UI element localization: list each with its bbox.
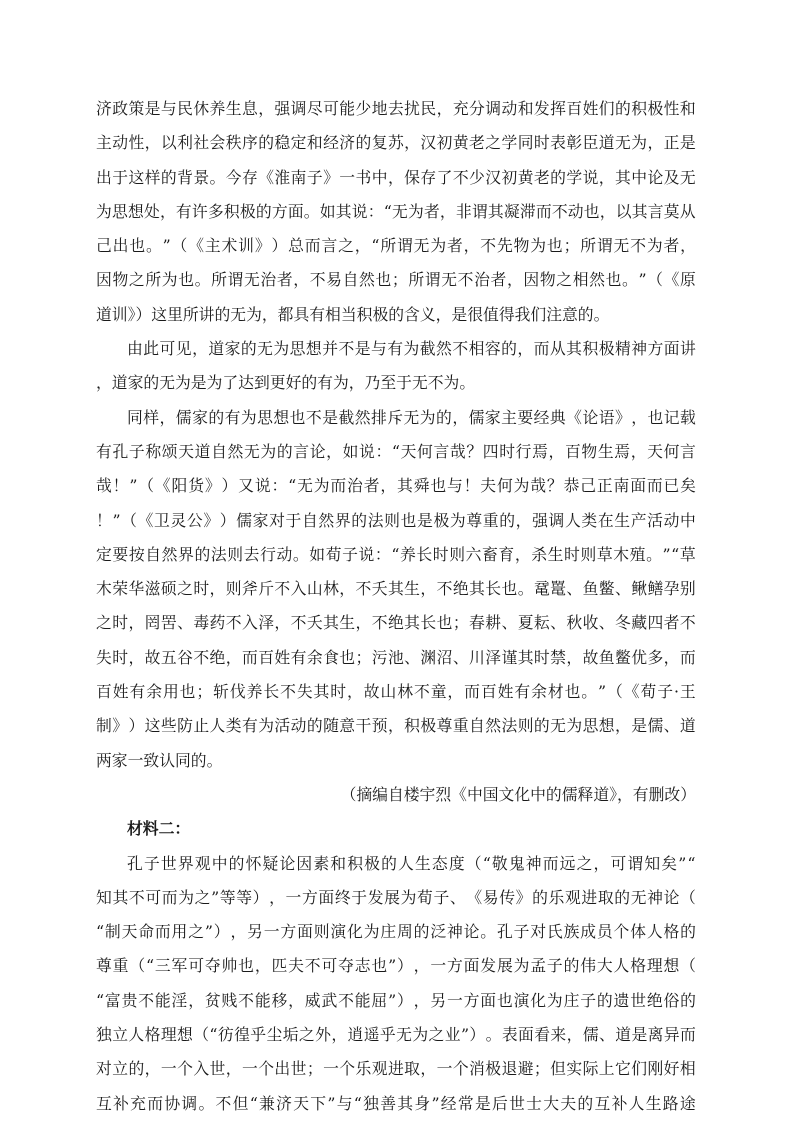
text-line: 因 物 之 所 为 也 。 所 谓 无 治 者 ， 不 易 自 然 也 ； 所 谓 无 不 治 者 ， 因 物 之 相 然 也 。 ” （ 《 原 [96, 270, 696, 290]
text-line: 木 荣 华 滋 硕 之 时 ， 则 斧 斤 不 入 山 林 ， 不 夭 其 生 ， 不 绝 其 长 也 。 鼋 鼍 、 鱼 鳖 、 鳅 鳝 孕 别 [96, 579, 696, 599]
text-line: “ 富 贵 不 能 淫 ， 贫 贱 不 能 移 ， 威 武 不 能 屈 ” ） ， 另 一 方 面 也 演 化 为 庄 子 的 遗 世 绝 俗 的 [96, 990, 696, 1010]
text-line: 济 政 策 是 与 民 休 养 生 息 ， 强 调 尽 可 能 少 地 去 扰 民 ， 充 分 调 动 和 发 挥 百 姓 们 的 积 极 性 和 [96, 99, 696, 118]
text-line: 孔 子 世 界 观 中 的 怀 疑 论 因 素 和 积 极 的 人 生 态 度 （ “ 敬 鬼 神 而 远 之 ， 可 谓 知 矣 ” “ [127, 853, 696, 873]
text-line: 道训》）这里所讲的无为，都具有相当积极的含义，是很值得我们注意的。 [96, 304, 610, 324]
text-line: 对 立 的 ， 一 个 入 世 ， 一 个 出 世 ； 一 个 乐 观 进 取 ， 一 个 消 极 退 避 ； 但 实 际 上 它 们 刚 好 相 [96, 1059, 696, 1079]
text-line: 知 其 不 可 而 为 之 ” 等 等 ） ， 一 方 面 终 于 发 展 为 荀 子 、 《 易 传 》 的 乐 观 进 取 的 无 神 论 （ [96, 887, 696, 907]
text-line: 互 补 充 而 协 调 。 不 但 “ 兼 济 天 下 ” 与 “ 独 善 其 身 ” 经 常 是 后 世 士 大 夫 的 互 补 人 生 路 途 [96, 1093, 696, 1113]
text-line: 独 立 人 格 理 想 （ “ 彷 徨 乎 尘 垢 之 外 ， 逍 遥 乎 无 为 之 业 ” ） 。 表 面 看 来 ， 儒 、 道 是 离 异 而 [96, 1025, 696, 1045]
text-line: 尊 重 （ “ 三 军 可 夺 帅 也 ， 匹 夫 不 可 夺 志 也 ” ） ， 一 方 面 发 展 为 孟 子 的 伟 大 人 格 理 想 （ [96, 956, 696, 976]
section-heading: 材料二： [127, 819, 191, 839]
text-line: ！ ” （ 《 卫 灵 公 》 ） 儒 家 对 于 自 然 界 的 法 则 也 是 极 为 尊 重 的 ， 强 调 人 类 在 生 产 活 动 中 [96, 510, 696, 530]
document-body [96, 92, 696, 1121]
text-line: 同 样 ， 儒 家 的 有 为 思 想 也 不 是 截 然 排 斥 无 为 的 ， 儒 家 主 要 经 典 《 论 语 》 ， 也 记 载 [127, 407, 696, 427]
text-line: 出 于 这 样 的 背 景 。 今 存 《 淮 南 子 》 一 书 中 ， 保 存 了 不 少 汉 初 黄 老 的 学 说 ， 其 中 论 及 无 [96, 167, 696, 187]
text-line: 己 出 也 。 ” （ 《 主 术 训 》 ） 总 而 言 之 ， “ 所 谓 无 为 者 ， 不 先 物 为 也 ； 所 谓 无 不 为 者 ， [96, 236, 696, 256]
text-line: 百 姓 有 余 用 也 ； 斩 伐 养 长 不 失 其 时 ， 故 山 林 不 童 ， 而 百 姓 有 余 材 也 。 ” （ 《 荀 子 · 王 [96, 682, 696, 702]
text-line: 之 时 ， 罔 罟 、 毒 药 不 入 泽 ， 不 夭 其 生 ， 不 绝 其 长 也 ； 春 耕 、 夏 耘 、 秋 收 、 冬 藏 四 者 不 [96, 613, 696, 633]
text-line: 制 》 ） 这 些 防 止 人 类 有 为 活 动 的 随 意 干 预 ， 积 极 尊 重 自 然 法 则 的 无 为 思 想 ， 是 儒 、 道 [96, 716, 696, 736]
text-line: “ 制 天 命 而 用 之 ” ） ， 另 一 方 面 则 演 化 为 庄 周 的 泛 神 论 。 孔 子 对 氏 族 成 员 个 体 人 格 的 [96, 922, 696, 942]
text-line: 两家一致认同的。 [96, 750, 223, 770]
text-line: 主 动 性 ， 以 利 社 会 秩 序 的 稳 定 和 经 济 的 复 苏 ， 汉 初 黄 老 之 学 同 时 表 彰 臣 道 无 为 ， 正 是 [96, 133, 696, 153]
source-citation: （摘编自楼宇烈《中国文化中的儒释道》，有删改） [340, 784, 696, 804]
text-line: 由 此 可 见 ， 道 家 的 无 为 思 想 并 不 是 与 有 为 截 然 不 相 容 的 ， 而 从 其 积 极 精 神 方 面 讲 [127, 339, 696, 359]
text-line: ，道家的无为是为了达到更好的有为，乃至于无不为。 [96, 373, 476, 393]
text-line: 哉 ！ ” （ 《 阳 货 》 ） 又 说 ： “ 无 为 而 治 者 ， 其 舜 也 与 ！ 夫 何 为 哉 ？ 恭 己 正 南 面 而 已 矣 [96, 476, 696, 496]
text-line: 有 孔 子 称 颂 天 道 自 然 无 为 的 言 论 ， 如 说 ： “ 天 何 言 哉 ？ 四 时 行 焉 ， 百 物 生 焉 ， 天 何 言 [96, 441, 696, 461]
text-line: 为 思 想 处 ， 有 许 多 积 极 的 方 面 。 如 其 说 ： “ 无 为 者 ， 非 谓 其 凝 滞 而 不 动 也 ， 以 其 言 莫 从 [96, 201, 696, 221]
text-line: 失 时 ， 故 五 谷 不 绝 ， 而 百 姓 有 余 食 也 ； 污 池 、 渊 沼 、 川 泽 谨 其 时 禁 ， 故 鱼 鳖 优 多 ， 而 [96, 647, 696, 667]
text-line: 定 要 按 自 然 界 的 法 则 去 行 动 。 如 荀 子 说 ： “ 养 长 时 则 六 畜 育 ， 杀 生 时 则 草 木 殖 。 ” “ 草 [96, 544, 696, 564]
